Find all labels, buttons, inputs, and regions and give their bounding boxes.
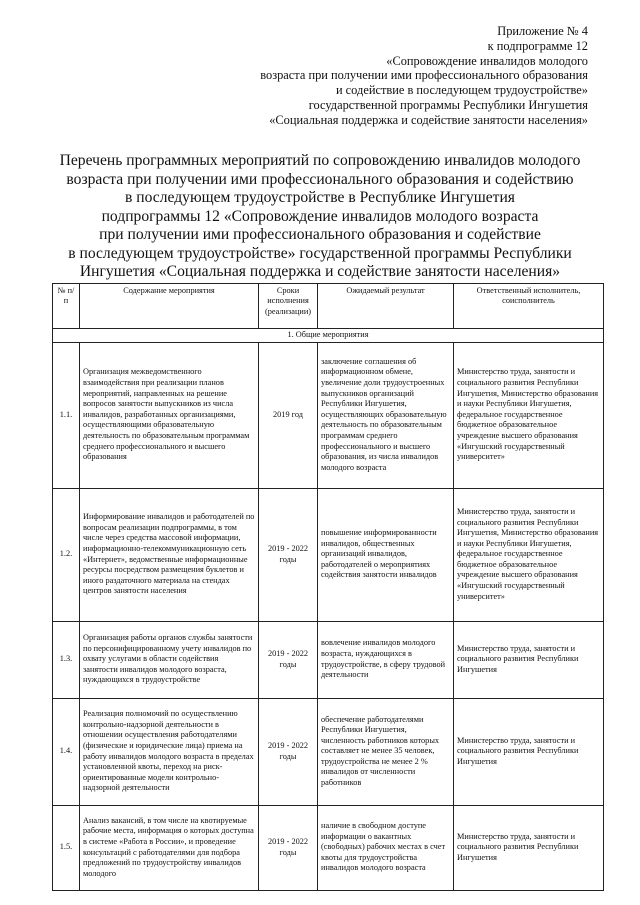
row-term: 2019 - 2022 годы (259, 621, 318, 698)
row-executor: Министерство труда, занятости и социального развития Республики Ингушетия (454, 805, 604, 890)
row-num: 1.4. (53, 698, 80, 805)
title-line: Ингушетия «Социальная поддержка и содействие занятости населения» (79, 263, 561, 280)
appendix-line: «Социальная поддержка и содействие занятости населения» (269, 112, 588, 127)
header-term: Сроки исполнения (реализации) (259, 284, 318, 329)
appendix-line: и содействие в последующем трудоустройстве» (335, 83, 588, 98)
header-executor: Ответственный исполнитель, соисполнитель (454, 284, 604, 329)
table-row (53, 342, 604, 488)
row-num: 1.5. (53, 805, 80, 890)
row-num: 1.3. (53, 621, 80, 698)
table-row (53, 805, 604, 890)
row-executor: Министерство труда, занятости и социального развития Республики Ингушетия, Министерство образования и науки Республики Ингушетия, федеральное государственное бюджетное образовательное учреждение высшего образования «Ингушский государственный университет» (454, 342, 604, 488)
row-result: заключение соглашения об информационном обмене, увеличение доли трудоустроенных выпускников организаций Республики Ингушетия, осуществляющих образовательную деятельность по образовательным программам среднего профессионального и высшего образования, из числа инвалидов молодого возраста (318, 342, 454, 488)
row-num: 1.2. (53, 488, 80, 621)
measures-table (52, 283, 604, 891)
appendix-header (168, 24, 588, 128)
appendix-line: Приложение № 4 (497, 24, 588, 38)
section-row (53, 329, 604, 343)
section-title: 1. Общие мероприятия (53, 329, 604, 343)
table-row (53, 698, 604, 805)
row-executor: Министерство труда, занятости и социального развития Республики Ингушетия (454, 621, 604, 698)
row-result: вовлечение инвалидов молодого возраста, нуждающихся в трудоустройстве, в сферу трудовой деятельности (318, 621, 454, 698)
header-content: Содержание мероприятия (80, 284, 259, 329)
row-content: Организация межведомственного взаимодействия при реализации планов мероприятий, направленных на решение вопросов занятости выпускников из числа инвалидов, разработанных организациями, осуществляющими образовательную деятельность по образовательным программам среднего профессионального и высшего образования (80, 342, 259, 488)
row-result: наличие в свободном доступе информации о вакантных (свободных) рабочих местах в счет квоты для трудоустройства инвалидов молодого возраста (318, 805, 454, 890)
document-title (40, 152, 600, 282)
row-content: Анализ вакансий, в том числе на квотируемые рабочие места, информация о которых доступна в системе «Работа в России», и проведение консультаций с работодателями для подбора предложений по трудоустройству инвалидов молодого (80, 805, 259, 890)
title-line: Перечень программных мероприятий по сопровождению инвалидов молодого (59, 152, 581, 169)
header-result: Ожидаемый результат (318, 284, 454, 329)
row-term: 2019 год (259, 342, 318, 488)
row-content: Реализация полномочий по осуществлению контрольно-надзорной деятельности в отношении осуществления работодателями (физические и юридические лица) приема на работу инвалидов молодого возраста в пределах установленной квоты, переход на риск-ориентированные модели контрольно-надзорной деятельности (80, 698, 259, 805)
title-line: при получении ими профессионального образования и содействие (99, 226, 541, 243)
row-executor: Министерство труда, занятости и социального развития Республики Ингушетия (454, 698, 604, 805)
appendix-line: возраста при получении ими профессионального образования (260, 68, 588, 83)
appendix-line: государственной программы Республики Ингушетия (308, 97, 588, 112)
row-num: 1.1. (53, 342, 80, 488)
table-header-row (53, 284, 604, 329)
table-row (53, 488, 604, 621)
title-line: в последующем трудоустройстве» государственной программы Республики (68, 244, 572, 262)
table-row (53, 621, 604, 698)
row-content: Организация работы органов службы занятости по персонифицированному учету инвалидов по охвату услугами в области содействия занятости инвалидов молодого возраста, нуждающихся в трудоустройстве (80, 621, 259, 698)
title-line: подпрограммы 12 «Сопровождение инвалидов молодого возраста (101, 207, 539, 225)
appendix-line: «Сопровождение инвалидов молодого (386, 53, 588, 68)
header-num: № п/п (53, 284, 80, 329)
row-result: обеспечение работодателями Республики Ингушетия, численность работников которых составляет не менее 35 человек, трудоустройства не менее 2 % инвалидов от численности работников (318, 698, 454, 805)
row-term: 2019 - 2022 годы (259, 488, 318, 621)
row-term: 2019 - 2022 годы (259, 698, 318, 805)
row-executor: Министерство труда, занятости и социального развития Республики Ингушетия, Министерство образования и науки Республики Ингушетия, федеральное государственное бюджетное образовательное учреждение высшего образования «Ингушский государственный университет» (454, 488, 604, 621)
title-line: в последующем трудоустройстве в Республике Ингушетия (125, 189, 515, 206)
row-result: повышение информированности инвалидов, общественных организаций инвалидов, работодателей о мероприятиях содействия занятости инвалидов (318, 488, 454, 621)
row-term: 2019 - 2022 годы (259, 805, 318, 890)
title-line: возраста при получении ими профессионального образования и содействию (66, 170, 574, 188)
row-content: Информирование инвалидов и работодателей по вопросам реализации подпрограммы, в том числе через средства массовой информации, информационно-телекоммуникационную сеть «Интернет», ведомственные информационные ресурсы посредством размещения буклетов и иного раздаточного материала на стендах центров занятости населения (80, 488, 259, 621)
appendix-line: к подпрограмме 12 (487, 38, 588, 53)
